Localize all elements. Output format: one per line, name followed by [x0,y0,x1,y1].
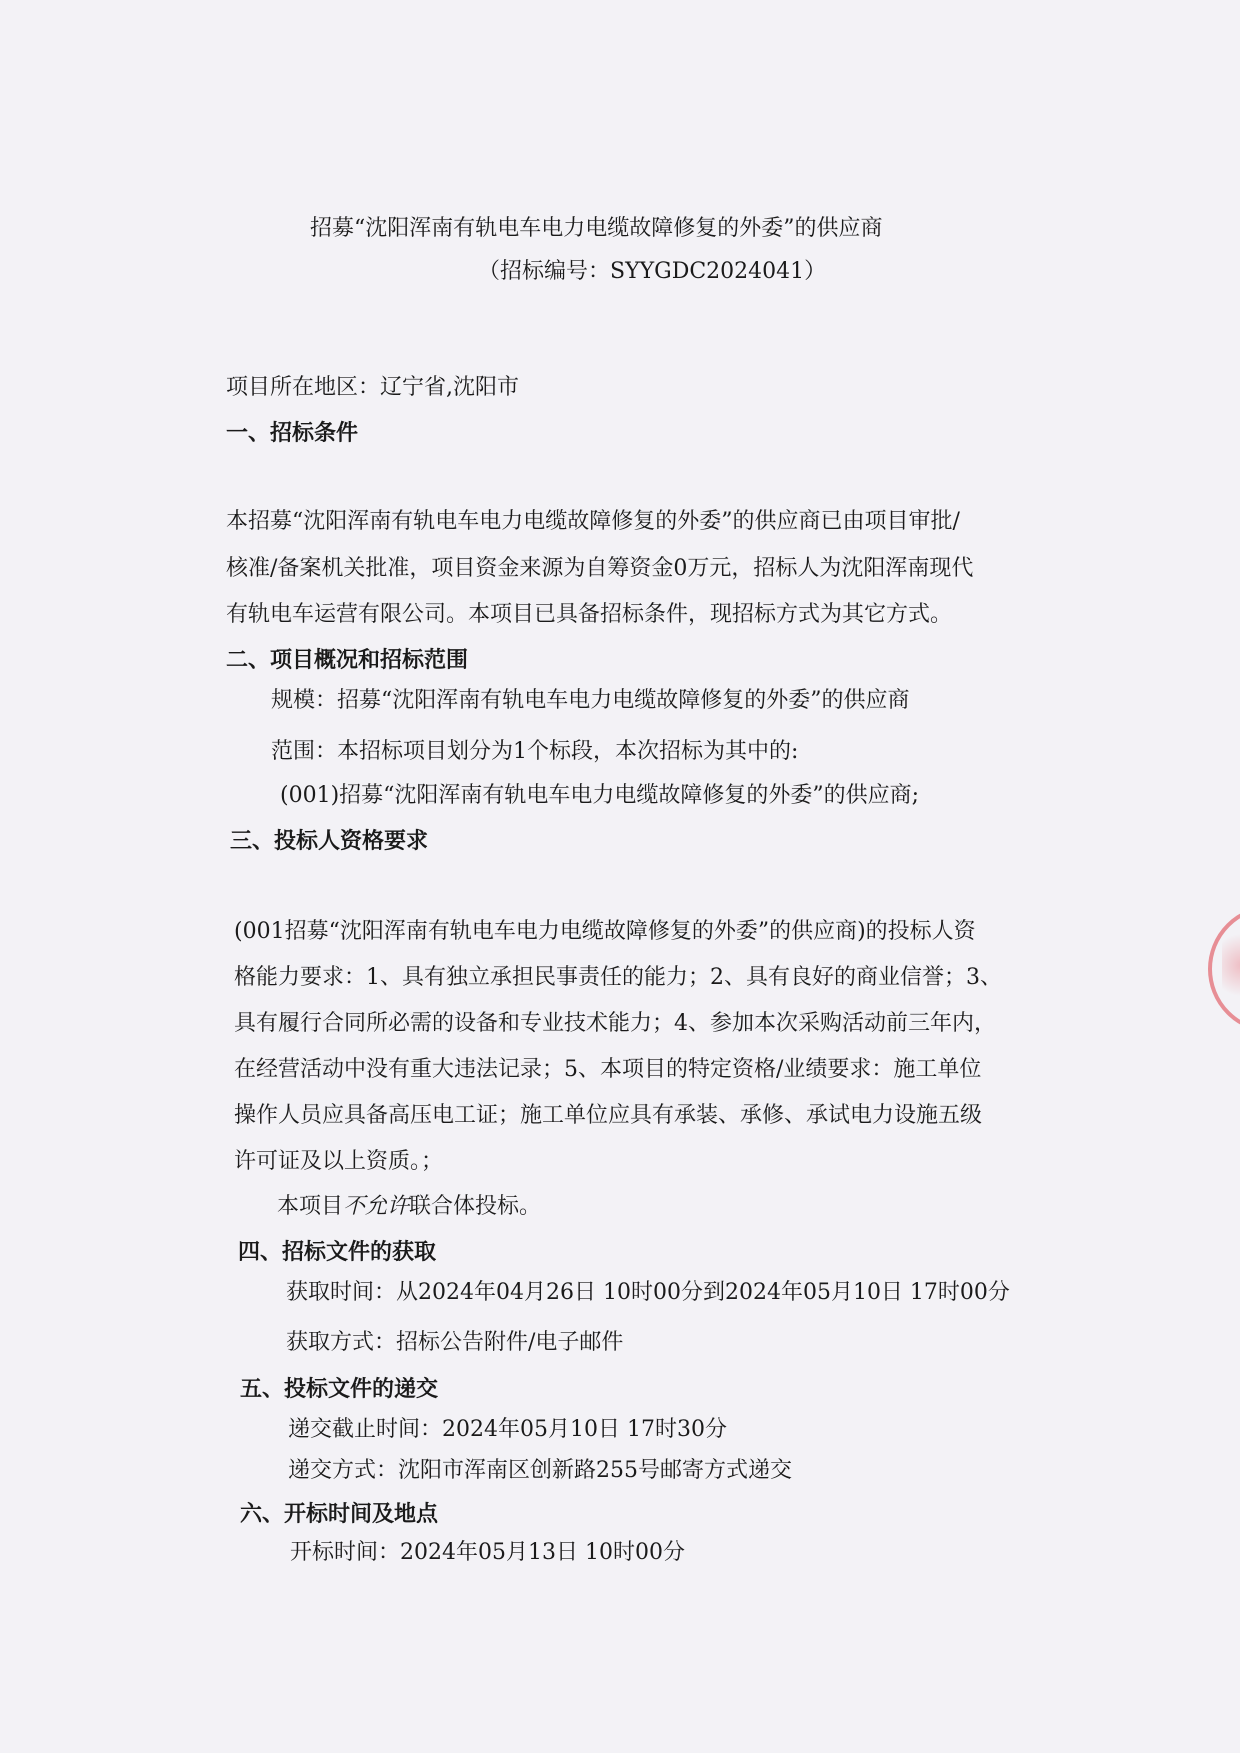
title-line-1: 招募“沈阳浑南有轨电车电力电缆故障修复的外委”的供应商 [310,216,883,241]
section-2-scale: 规模：招募“沈阳浑南有轨电车电力电缆故障修复的外委”的供应商 [271,688,910,713]
section-6-time: 开标时间：2024年05月13日 10时00分 [290,1540,685,1565]
consortium-not-allowed: 不允许 [343,1194,410,1219]
red-seal-ink [1222,925,1240,1005]
consortium-suffix: 联合体投标。 [409,1194,542,1219]
consortium-prefix: 本项目 [277,1194,344,1219]
section-5-method: 递交方式：沈阳市浑南区创新路255号邮寄方式递交 [288,1458,792,1483]
section-2-lot: (001)招募“沈阳浑南有轨电车电力电缆故障修复的外委”的供应商; [280,783,920,808]
section-3-line-5: 操作人员应具备高压电工证；施工单位应具有承装、承修、承试电力设施五级 [234,1103,983,1128]
section-1-line-3: 有轨电车运营有限公司。本项目已具备招标条件，现招标方式为其它方式。 [226,602,953,627]
project-region: 项目所在地区：辽宁省,沈阳市 [226,375,519,400]
section-5-deadline: 递交截止时间：2024年05月10日 17时30分 [288,1417,727,1442]
section-1-heading: 一、招标条件 [226,421,359,446]
title-line-2: （招标编号：SYYGDC2024041） [478,259,827,284]
section-1-line-2: 核准/备案机关批准，项目资金来源为自筹资金0万元，招标人为沈阳浑南现代 [226,556,974,581]
section-3-line-3: 具有履行合同所必需的设备和专业技术能力；4、参加本次采购活动前三年内， [234,1011,996,1036]
section-1-line-1: 本招募“沈阳浑南有轨电车电力电缆故障修复的外委”的供应商已由项目审批/ [226,509,960,534]
section-4-time: 获取时间：从2024年04月26日 10时00分到2024年05月10日 17时00分 [286,1280,1010,1305]
section-3-line-6: 许可证及以上资质。； [234,1149,444,1174]
section-4-method: 获取方式：招标公告附件/电子邮件 [286,1330,624,1355]
section-3-heading: 三、投标人资格要求 [230,829,429,854]
section-4-heading: 四、招标文件的获取 [238,1240,437,1265]
section-3-consortium [277,1192,541,1222]
section-2-range: 范围：本招标项目划分为1个标段，本次招标为其中的: [271,739,799,764]
section-5-heading: 五、投标文件的递交 [240,1377,439,1402]
section-2-heading: 二、项目概况和招标范围 [226,648,469,673]
section-3-line-4: 在经营活动中没有重大违法记录；5、本项目的特定资格/业绩要求：施工单位 [234,1057,982,1082]
section-6-heading: 六、开标时间及地点 [240,1502,439,1527]
section-3-line-1: (001招募“沈阳浑南有轨电车电力电缆故障修复的外委”的供应商)的投标人资 [234,919,976,944]
section-3-line-2: 格能力要求：1、具有独立承担民事责任的能力；2、具有良好的商业信誉；3、 [234,965,1002,990]
